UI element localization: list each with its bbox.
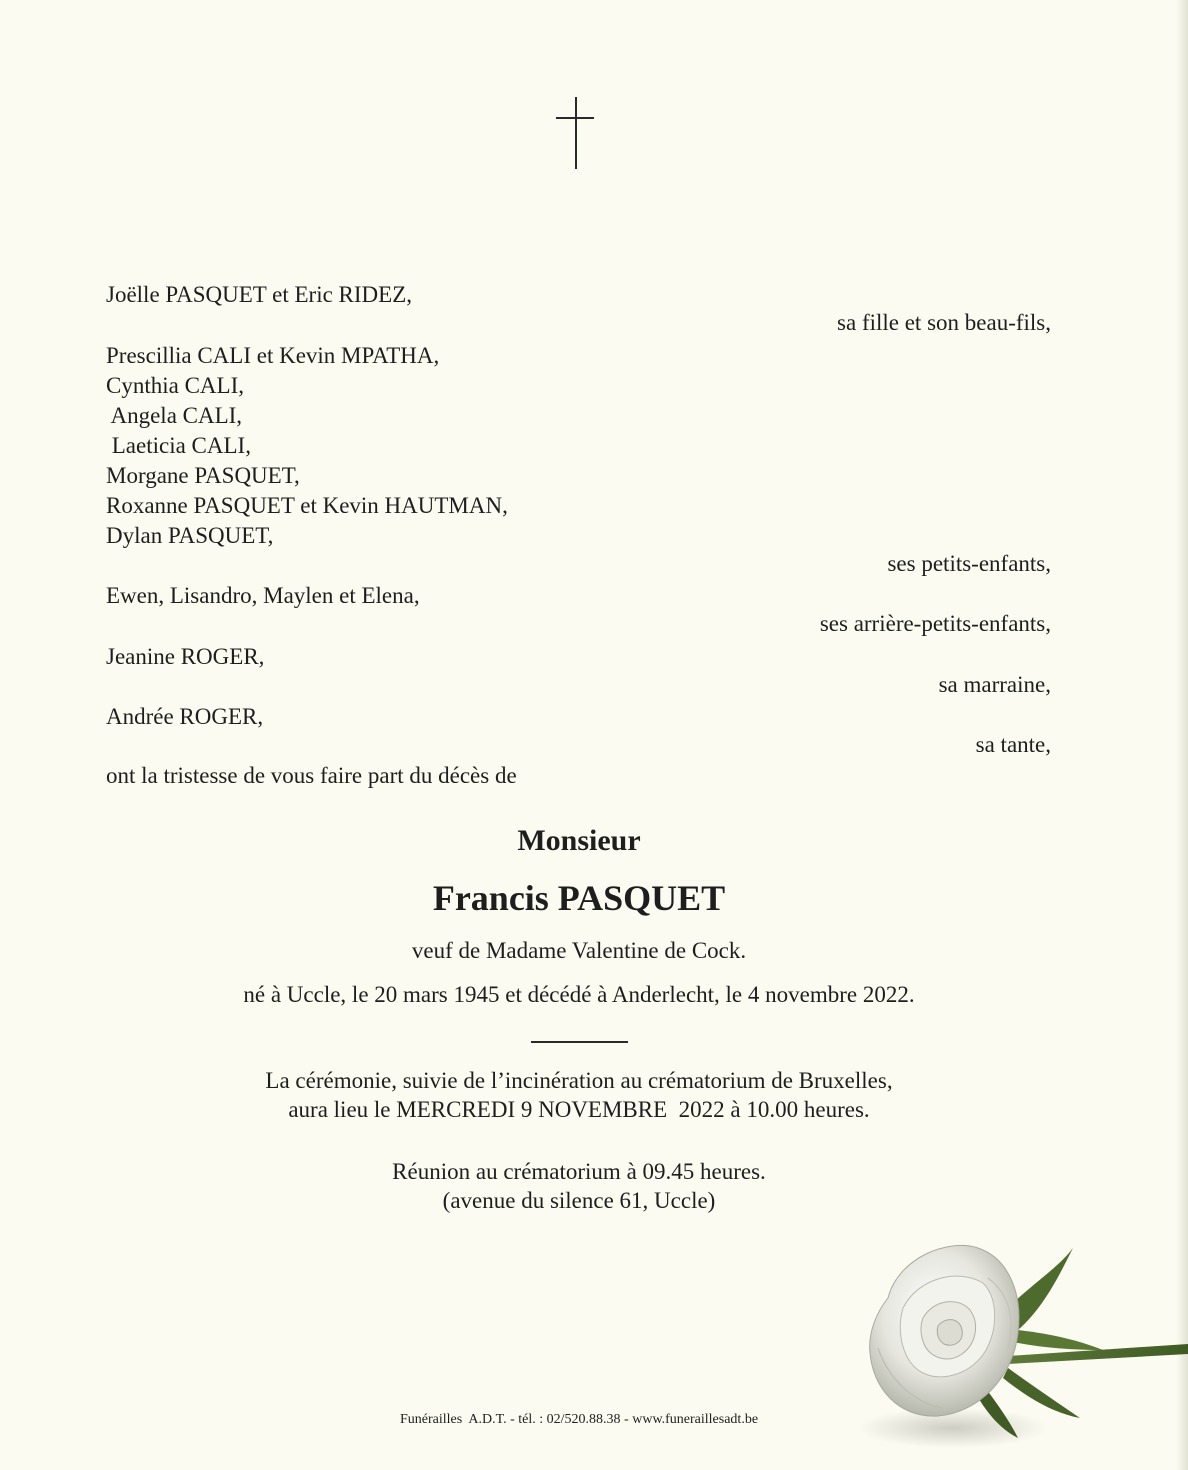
meeting-line-2: (avenue du silence 61, Uccle) — [442, 1188, 716, 1213]
relation-great-grandchildren: ses arrière-petits-enfants, — [819, 611, 1051, 636]
meeting-line-1: Réunion au crématorium à 09.45 heures. — [392, 1159, 766, 1184]
godmother: Jeanine ROGER, — [106, 644, 265, 669]
cross-icon — [556, 97, 594, 169]
aunt: Andrée ROGER, — [106, 704, 264, 729]
birth-death-dates: né à Uccle, le 20 mars 1945 et décédé à Anderlecht, le 4 novembre 2022. — [243, 982, 915, 1007]
divider-line — [531, 1041, 628, 1043]
relation-daughter: sa fille et son beau-fils, — [837, 310, 1051, 335]
grandchild-3: Angela CALI, — [106, 403, 243, 428]
grandchild-1: Prescillia CALI et Kevin MPATHA, — [106, 343, 440, 368]
ceremony-line-2: aura lieu le MERCREDI 9 NOVEMBRE 2022 à 10.00 heures. — [288, 1097, 870, 1122]
ceremony-line-1: La cérémonie, suivie de l’incinération au crématorium de Bruxelles, — [265, 1068, 893, 1093]
deceased-name: Francis PASQUET — [432, 878, 726, 918]
relation-aunt: sa tante, — [975, 732, 1051, 757]
grandchild-2: Cynthia CALI, — [106, 373, 244, 398]
deceased-honorific: Monsieur — [517, 824, 641, 857]
announcement-text: ont la tristesse de vous faire part du décès de — [106, 763, 517, 788]
relation-grandchildren: ses petits-enfants, — [887, 551, 1051, 576]
footer-contact: Funérailles A.D.T. - tél. : 02/520.88.38 - www.funeraillesadt.be — [399, 1412, 759, 1427]
grandchild-4: Laeticia CALI, — [106, 433, 251, 458]
widower-line: veuf de Madame Valentine de Cock. — [411, 938, 747, 963]
grandchild-6: Roxanne PASQUET et Kevin HAUTMAN, — [106, 493, 508, 518]
grandchild-5: Morgane PASQUET, — [106, 463, 300, 488]
grandchild-7: Dylan PASQUET, — [106, 523, 274, 548]
family-daughter: Joëlle PASQUET et Eric RIDEZ, — [106, 282, 412, 307]
relation-godmother: sa marraine, — [938, 672, 1051, 697]
great-grandchildren: Ewen, Lisandro, Maylen et Elena, — [106, 583, 420, 608]
